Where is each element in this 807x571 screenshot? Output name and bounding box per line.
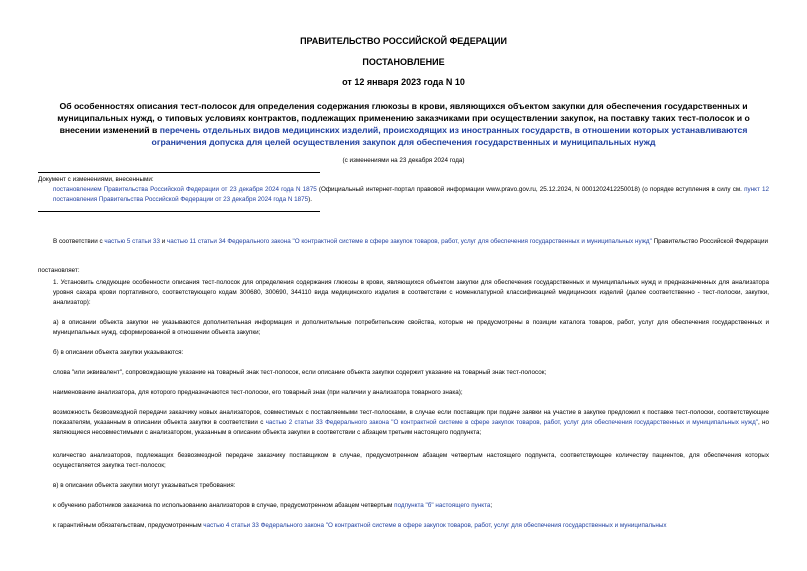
paragraph-analyzer-name: наименование анализатора, для которого предназначаются тест-полоски, его товарный знак (при наличии у анализатора товарного знака); xyxy=(53,389,463,396)
paragraph-warranty xyxy=(38,521,769,531)
changes-bottom-rule xyxy=(38,211,320,212)
revision-note: (с изменениями на 23 декабря 2024 года) xyxy=(342,157,465,164)
changes-heading: Документ с изменениями, внесенными: xyxy=(38,176,154,183)
free-transfer-text: возможность безвозмездной передачи заказчику новых анализаторов, совместимых с поставляемыми тест-полосками, в случае если поставщик при подаче заявки на участие в закупке предложил к поставке тест-полоски, соответствующие показателям, указанным в описании объекта закупки в соответствии с xyxy=(53,409,769,426)
title-link-medical-devices-list[interactable]: перечень отдельных видов медицинских изделий, происходящих из иностранных государств, в отношении которых устанавливаются ограничения допуска для целей осуществления закупок для обеспечения государственных и муниципальных нужд xyxy=(151,125,748,147)
link-decree-1875-point-12[interactable]: пункт 12 постановления Правительства Российской Федерации от 23 декабря 2024 года N 1875 xyxy=(53,186,770,203)
training-text: к обучению работников заказчика по использованию анализаторов в случае, предусмотренном абзацем четвертым xyxy=(53,502,395,509)
paragraph-subitem-b: б) в описании объекта закупки указываются: xyxy=(53,349,184,356)
changes-text-part: (Официальный интернет-портал правовой информации www.pravo.gov.ru, 25.12.2024, N 0001202412250018) (о порядке вступления в силу см. xyxy=(316,186,745,193)
paragraph-analyzer-quantity: количество анализаторов, подлежащих безвозмездной передаче заказчику поставщиком в случае, предусмотренном абзацем четвертым настоящего подпункта, соответствующее количеству пациентов, для обеспечения которых осуществляется закупка тест-полосок; xyxy=(53,452,769,469)
free-transfer-text: , но являющиеся несовместимыми с анализатором, указанным в описании объекта закупки в соответствии с абзацем третьим настоящего подпункта; xyxy=(53,419,770,436)
link-part5-article33[interactable]: частью 5 статьи 33 xyxy=(104,238,160,245)
document-title xyxy=(38,100,769,148)
paragraph-item-1: 1. Установить следующие особенности описания тест-полосок для определения содержания глюкозы в крови, являющихся объектом закупки для обеспечения государственных и муниципальных нужд и предназначенных для анализатора уровня сахара крови портативного, соответствующего кодам 300680, 300690, 344110 вида медицинского изделия в соответствии с номенклатурной классификацией медицинских изделий (далее соответственно - тест-полоски, закупки, анализатор): xyxy=(53,279,769,306)
training-text: ; xyxy=(490,502,493,509)
paragraph-preamble xyxy=(38,237,769,247)
paragraph-subitem-a: а) в описании объекта закупки не указываются дополнительная информация и дополнительные потребительские свойства, которые не предусмотрены в позиции каталога товаров, работ, услуг для обеспечения государственных и муниципальных нужд, сформированной в отношении объекта закупки; xyxy=(53,319,769,336)
title-text: Об особенностях описания тест-полосок для определения содержания глюкозы в крови, являющихся объектом закупки для обеспечения государственных и муниципальных нужд, о типовых условиях контрактов, подлежащих применению заказчиками при осуществлении закупок, на поставку таких тест-полосок и о внесении изменений в xyxy=(57,101,750,135)
link-part4-article33[interactable]: частью 4 статьи 33 Федерального закона "О контрактной системе в сфере закупок товаров, работ, услуг для обеспечения государственных и муниципальных xyxy=(203,522,667,529)
link-subitem-b[interactable]: подпункта "б" настоящего пункта xyxy=(394,502,491,509)
paragraph-resolves: постановляет: xyxy=(38,267,80,274)
link-part11-article34[interactable]: частью 11 статьи 34 Федерального закона "О контрактной системе в сфере закупок товаров, работ, услуг для обеспечения государственных и муниципальных нужд" xyxy=(166,238,652,245)
paragraph-subitem-v: в) в описании объекта закупки могут указываться требования: xyxy=(53,482,236,489)
document-type: ПОСТАНОВЛЕНИЕ xyxy=(362,57,445,67)
paragraph-training xyxy=(38,501,769,511)
preamble-text: В соответствии с xyxy=(53,238,105,245)
government-heading: ПРАВИТЕЛЬСТВО РОССИЙСКОЙ ФЕДЕРАЦИИ xyxy=(300,36,507,46)
preamble-text: и xyxy=(159,238,167,245)
document-date-number: от 12 января 2023 года N 10 xyxy=(342,77,465,87)
changes-top-rule xyxy=(38,172,320,173)
changes-text-end: ). xyxy=(308,196,313,203)
warranty-text: к гарантийным обязательствам, предусмотренным xyxy=(53,522,204,529)
changes-text xyxy=(38,185,769,205)
preamble-text: Правительство Российской Федерации xyxy=(651,238,769,245)
link-decree-1875[interactable]: постановлением Правительства Российской Федерации от 23 декабря 2024 года N 1875 xyxy=(53,186,317,193)
link-part2-article33[interactable]: частью 2 статьи 33 Федерального закона "О контрактной системе в сфере закупок товаров, работ, услуг для обеспечения государственных и муниципальных нужд" xyxy=(265,419,758,426)
paragraph-free-transfer xyxy=(38,408,769,438)
paragraph-equivalent: слова "или эквивалент", сопровождающие указание на товарный знак тест-полосок, если описание объекта закупки содержит указание на товарный знак тест-полосок; xyxy=(53,369,547,376)
